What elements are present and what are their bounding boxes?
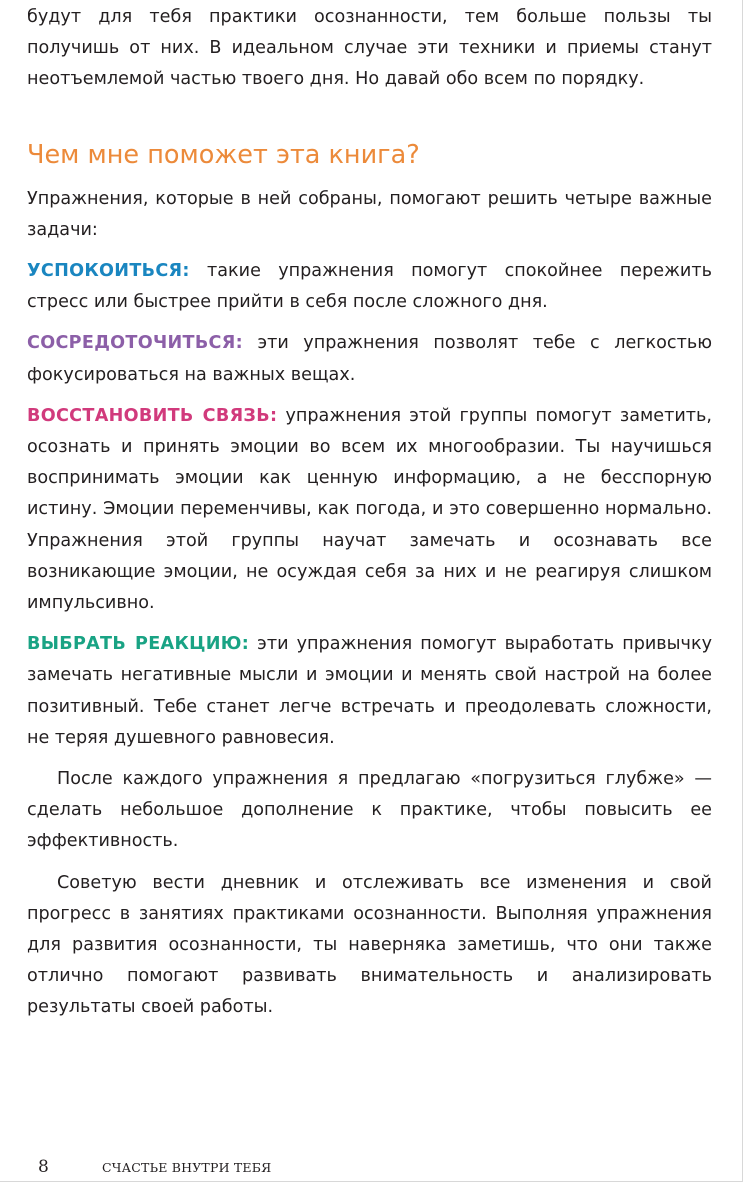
intro-paragraph: будут для тебя практики осознанности, тем больше пользы ты получишь от них. В идеальном случае эти техники и приемы станут неотъемлемой частью твоего дня. Но давай обо всем по порядку. <box>27 7 712 90</box>
closing-paragraph-1: После каждого упражнения я предлагаю «погрузиться глубже» — сделать небольшое дополнение к практике, чтобы повысить ее эффективность. <box>27 769 712 852</box>
task-text-choose-reaction: эти упражнения помогут выработать привычку замечать негативные мысли и эмоции и менять свой настрой на более позитивный. Тебе станет легче встречать и преодолевать сложности, не теряя душевного равновесия. <box>27 634 712 748</box>
running-title: СЧАСТЬЕ ВНУТРИ ТЕБЯ <box>102 1160 272 1175</box>
task-calm <box>27 256 712 318</box>
closing-paragraph-2: Советую вести дневник и отслеживать все изменения и свой прогресс в занятиях практиками осознанности. Выполняя упражнения для развития осознанности, ты наверняка заметишь, что они также отлично помогают развивать внимательность и анализировать результаты своей работы. <box>27 872 712 1018</box>
task-text-calm: такие упражнения помогут спокойнее пережить стресс или быстрее прийти в себя после сложного дня. <box>27 261 712 313</box>
task-focus <box>27 328 712 390</box>
task-choose-reaction <box>27 629 712 754</box>
task-term-reconnect: ВОССТАНОВИТЬ СВЯЗЬ: <box>27 405 278 426</box>
task-reconnect <box>27 401 712 619</box>
task-text-focus: эти упражнения позволят тебе с легкостью фокусироваться на важных вещах. <box>27 333 712 385</box>
task-term-choose-reaction: ВЫБРАТЬ РЕАКЦИЮ: <box>27 634 250 655</box>
task-term-focus: СОСРЕДОТОЧИТЬСЯ: <box>27 333 243 354</box>
section-heading: Чем мне поможет эта книга? <box>27 139 420 170</box>
page-number: 8 <box>38 1157 49 1177</box>
task-term-calm: УСПОКОИТЬСЯ: <box>27 261 190 282</box>
page-content <box>27 0 712 1024</box>
section-lead-paragraph: Упражнения, которые в ней собраны, помогают решить четыре важные задачи: <box>27 188 712 240</box>
task-text-reconnect: упражнения этой группы помогут заметить, осознать и принять эмоции во всем их многообразии. Ты научишься воспринимать эмоции как ценную информацию, а не бесспорную истину. Эмоции переменчивы, как погода, и это совершенно нормально. Упражнения этой группы научат замечать и осознавать все возникающие эмоции, не осуждая себя за них и не реагируя слишком импульсивно. <box>27 405 712 614</box>
